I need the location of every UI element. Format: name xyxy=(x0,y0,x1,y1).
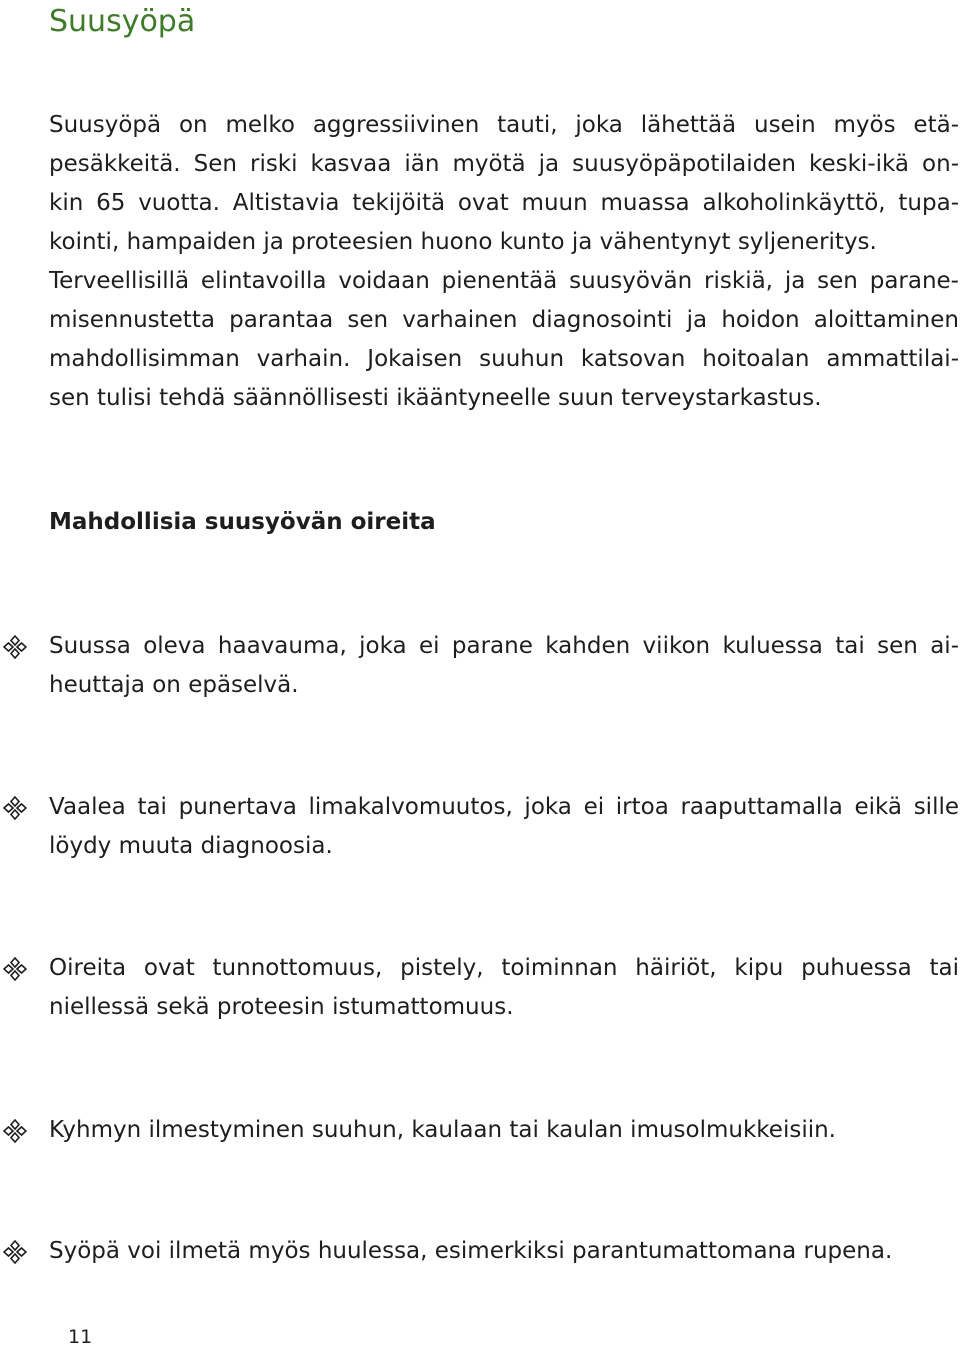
page-title: Suusyöpä xyxy=(49,4,196,39)
symptom-line: löydy muuta diagnoosia. xyxy=(49,833,333,859)
four-diamond-bullet-icon xyxy=(3,635,27,659)
symptom-line: Vaalea tai punertava limakalvomuutos, joka ei irtoa raaputtamalla eikä sille xyxy=(49,794,959,820)
intro-line: mahdollisimman varhain. Jokaisen suuhun katsovan hoitoalan ammattilai- xyxy=(49,346,959,372)
symptom-line: Suussa oleva haavauma, joka ei parane kahden viikon kuluessa tai sen ai- xyxy=(49,633,959,659)
symptom-line: niellessä sekä proteesin istumattomuus. xyxy=(49,994,514,1020)
symptom-line: Kyhmyn ilmestyminen suuhun, kaulaan tai kaulan imusolmukkeisiin. xyxy=(49,1117,836,1143)
symptom-text xyxy=(49,1111,959,1150)
intro-line: Suusyöpä on melko aggressiivinen tauti, joka lähettää usein myös etä- xyxy=(49,112,959,138)
intro-line: pesäkkeitä. Sen riski kasvaa iän myötä ja suusyöpäpotilaiden keski-ikä on- xyxy=(49,151,959,177)
four-diamond-bullet-icon xyxy=(3,1240,27,1264)
symptom-text xyxy=(49,949,959,1027)
intro-line: Terveellisillä elintavoilla voidaan pienentää suusyövän riskiä, ja sen parane- xyxy=(49,268,959,294)
intro-line: kin 65 vuotta. Altistavia tekijöitä ovat muun muassa alkoholinkäyttö, tupa- xyxy=(49,190,959,216)
symptom-line: Oireita ovat tunnottomuus, pistely, toiminnan häiriöt, kipu puhuessa tai xyxy=(49,955,959,981)
intro-paragraph xyxy=(49,106,959,418)
four-diamond-bullet-icon xyxy=(3,796,27,820)
symptom-text xyxy=(49,627,959,705)
four-diamond-bullet-icon xyxy=(3,957,27,981)
four-diamond-bullet-icon xyxy=(3,1119,27,1143)
intro-line: misennustetta parantaa sen varhainen diagnosointi ja hoidon aloittaminen xyxy=(49,307,959,333)
symptom-line: heuttaja on epäselvä. xyxy=(49,672,299,698)
symptom-text xyxy=(49,788,959,866)
symptom-text xyxy=(49,1232,959,1271)
symptom-line: Syöpä voi ilmetä myös huulessa, esimerkiksi parantumattomana rupena. xyxy=(49,1238,893,1264)
symptoms-heading: Mahdollisia suusyövän oireita xyxy=(49,509,436,535)
page-number: 11 xyxy=(68,1326,93,1348)
intro-line: sen tulisi tehdä säännöllisesti ikääntyneelle suun terveystarkastus. xyxy=(49,385,822,411)
intro-line: kointi, hampaiden ja proteesien huono kunto ja vähentynyt syljeneritys. xyxy=(49,229,877,255)
